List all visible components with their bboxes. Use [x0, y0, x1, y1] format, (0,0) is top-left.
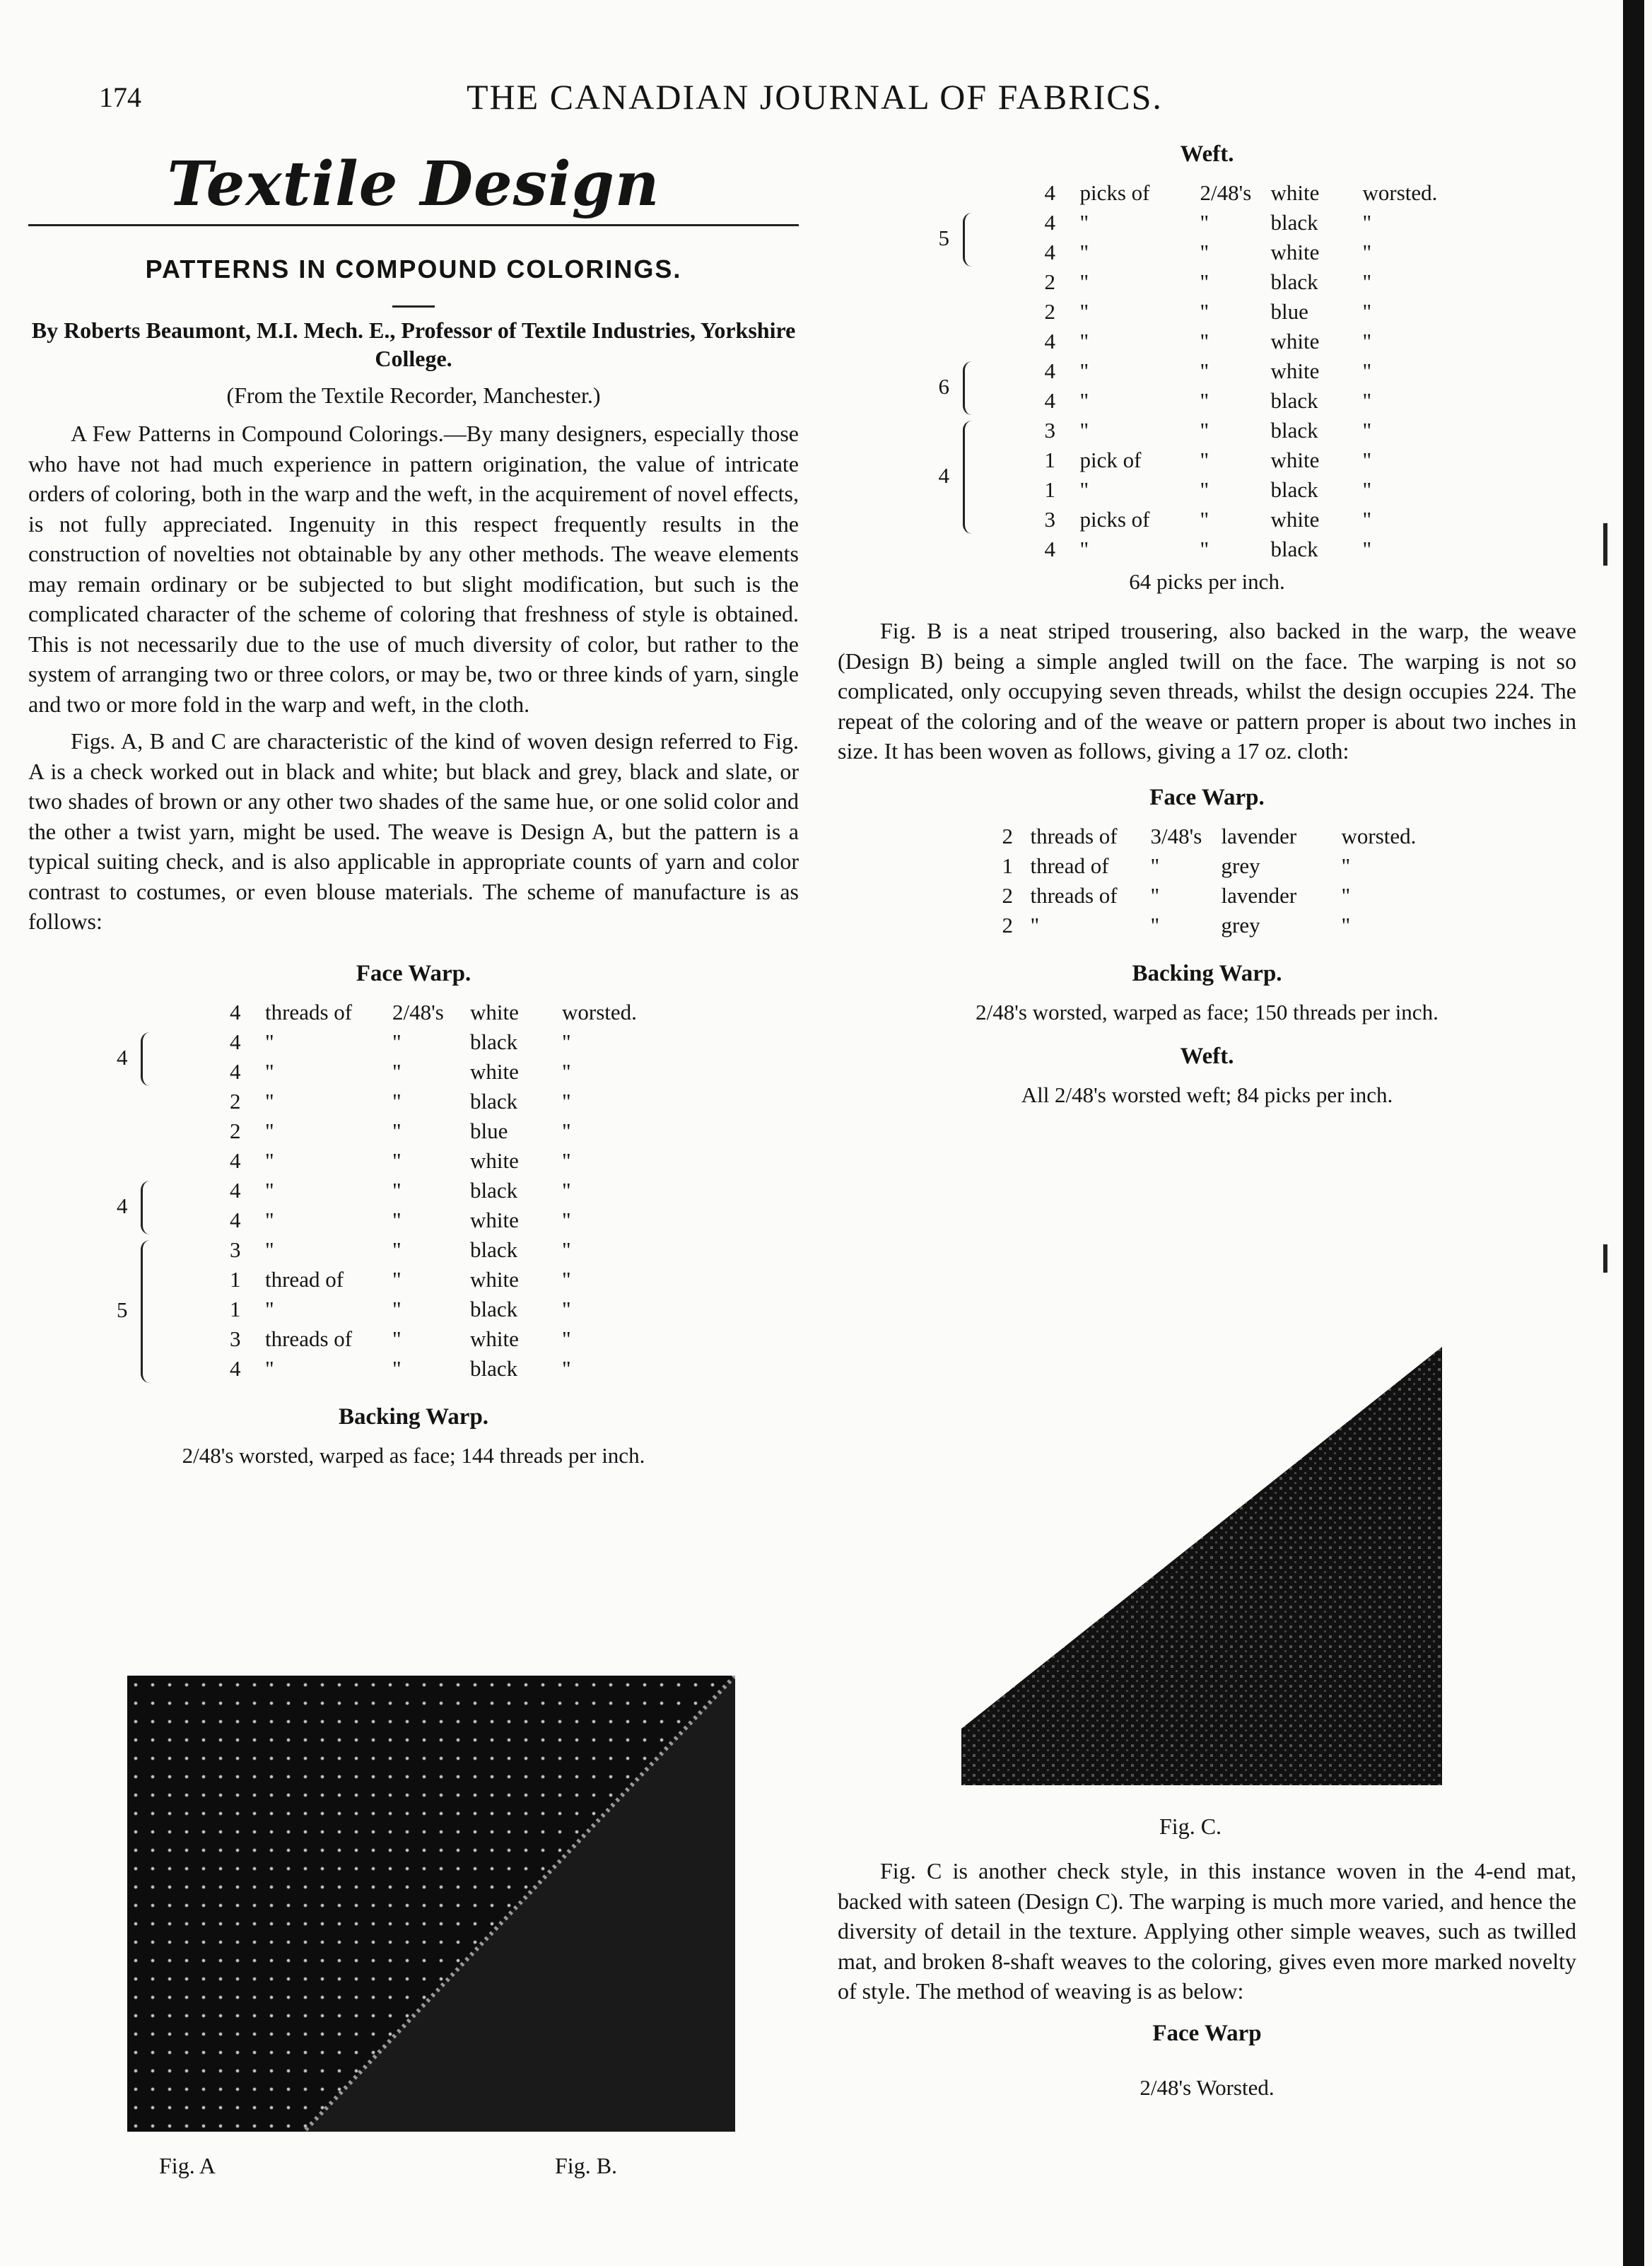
- spec-cell: black: [470, 1355, 518, 1381]
- spec-cell: ": [562, 1207, 571, 1232]
- spec-cell: 4: [1044, 388, 1055, 413]
- spec-cell: black: [1270, 388, 1318, 413]
- figures-paragraph: Figs. A, B and C are characteristic of the kind of woven design referred to Fig. A is a check worked out in black and white; but black and grey, black and slate, or two shades of brown or any other two shades of the same hue, or one solid color and the other a twist yarn, might be used. The weave is Design A, but the pattern is a typical suiting check, and is also applicable in appropriate counts of yarn and color contrast to costumes, or even blouse materials. The scheme of manufacture is as follows:: [28, 728, 799, 934]
- spec-cell: ": [1341, 912, 1351, 938]
- spec-row: [166, 1000, 661, 1029]
- intro-paragraph: A Few Patterns in Compound Colorings.—By many designers, especially those who have not had much experience in pattern origination, the value of intricate orders of coloring, both in the warp and the weft, in the acquirement of novel effects, is not fully appreciated. Ingenuity in this respect frequently results in the construction of novelties not obtainable by any other methods. The weave elements may remain ordinary or be subjected to but slight modification, but such is the complicated character of the scheme of coloring that freshness of style is obtained. This is not necessarily due to the use of much diversity of color, but rather to the system of arranging two or three colors, or may be, two or three kinds of yarn, single and two or more fold in the warp and weft, in the cloth.: [28, 421, 799, 717]
- spec-row: [166, 1326, 661, 1356]
- right-column-lower: [838, 1856, 1576, 2115]
- spec-cell: ": [392, 1266, 402, 1292]
- spec-cell: ": [1362, 418, 1372, 443]
- spec-cell: ": [1362, 537, 1372, 561]
- backing-warp-b-text: 2/48's worsted, warped as face; 150 threads per inch.: [976, 999, 1439, 1024]
- spec-cell: ": [562, 1177, 571, 1203]
- spec-cell: ": [1200, 358, 1209, 383]
- spec-cell: white: [470, 1147, 519, 1173]
- spec-cell: 4: [230, 1147, 241, 1173]
- figure-a-fabric-image: [127, 1676, 735, 2132]
- spec-cell: 4: [1044, 240, 1055, 264]
- spec-cell: 4: [230, 1177, 241, 1203]
- weft-total: 64 picks per inch.: [1129, 569, 1285, 594]
- spec-cell: ": [1341, 853, 1351, 878]
- spec-row: [988, 507, 1427, 537]
- spec-cell: blue: [1270, 299, 1308, 324]
- spec-cell: ": [1200, 418, 1209, 443]
- spec-cell: ": [265, 1029, 274, 1054]
- spec-cell: lavender: [1221, 823, 1297, 848]
- spec-cell: 1: [230, 1296, 241, 1321]
- backing-warp-b-heading: Backing Warp.: [1132, 960, 1282, 986]
- spec-cell: ": [562, 1237, 571, 1262]
- fig-a-caption: Fig. A: [159, 2153, 216, 2178]
- section-title: Textile Design: [167, 148, 660, 220]
- spec-cell: black: [1270, 269, 1318, 294]
- spec-cell: ": [265, 1237, 274, 1262]
- brace-count: 4: [938, 463, 949, 488]
- spec-cell: ": [392, 1147, 402, 1173]
- spec-row: [166, 1208, 661, 1237]
- spec-cell: black: [1270, 210, 1318, 235]
- spec-cell: ": [265, 1296, 274, 1321]
- spec-row: [988, 824, 1427, 853]
- fig-b-caption: Fig. B.: [555, 2153, 618, 2178]
- spec-cell: ": [562, 1266, 571, 1292]
- spec-cell: ": [1079, 299, 1089, 324]
- spec-cell: white: [470, 1207, 519, 1232]
- weft-heading: Weft.: [1180, 141, 1234, 167]
- spec-cell: white: [1270, 329, 1320, 354]
- spec-cell: black: [1270, 477, 1318, 502]
- spec-cell: ": [1030, 912, 1040, 938]
- spec-cell: 3: [230, 1237, 241, 1262]
- spec-row: [166, 1029, 661, 1059]
- spec-row: [166, 1178, 661, 1208]
- spec-cell: ": [392, 1326, 402, 1351]
- spec-row: [988, 269, 1427, 299]
- spec-cell: ": [1362, 507, 1372, 532]
- spec-cell: white: [1270, 448, 1320, 472]
- weft-b-heading: Weft.: [1180, 1043, 1234, 1069]
- spec-cell: black: [470, 1237, 518, 1262]
- spec-cell: 1: [230, 1266, 241, 1292]
- spec-cell: 1: [1044, 448, 1055, 472]
- spec-cell: ": [392, 1058, 402, 1084]
- spec-cell: ": [392, 1177, 402, 1203]
- spec-cell: white: [1270, 240, 1320, 264]
- spec-row: [988, 329, 1427, 358]
- fig-c-paragraph: Fig. C is another check style, in this instance woven in the 4-end mat, backed with sateen (Design C). The warping is much more varied, and hence the diversity of detail in the texture. Applying other simple weaves, such as twilled mat, and broken 8-shaft weaves to the coloring, gives even more marked novelty of style. The method of weaving is as below:: [838, 1858, 1576, 2004]
- spec-row: [988, 180, 1438, 210]
- spec-cell: 4: [230, 1207, 241, 1232]
- spec-cell: threads of: [265, 1326, 353, 1351]
- source-note: (From the Textile Recorder, Manchester.): [226, 382, 601, 408]
- spec-cell: 4: [230, 1355, 241, 1381]
- title-dash: [392, 305, 435, 308]
- spec-cell: 4: [230, 1029, 241, 1054]
- spec-cell: grey: [1221, 853, 1260, 878]
- spec-row: [166, 1267, 661, 1297]
- brace-count: 6: [938, 374, 949, 399]
- spec-cell: ": [562, 1118, 571, 1143]
- spec-cell: white: [470, 1266, 519, 1292]
- spec-cell: ": [562, 1147, 571, 1173]
- spec-row: [166, 1237, 661, 1267]
- spec-row: [988, 388, 1427, 418]
- spec-row: [988, 853, 1427, 883]
- spec-cell: ": [392, 1088, 402, 1114]
- spec-cell: ": [1362, 299, 1372, 324]
- spec-cell: ": [1079, 240, 1089, 264]
- page-number: 174: [99, 81, 141, 113]
- spec-cell: ": [265, 1177, 274, 1203]
- margin-mark: [1603, 523, 1607, 566]
- spec-cell: worsted.: [1341, 823, 1417, 848]
- spec-cell: 2/48's: [392, 999, 444, 1024]
- fig-c-caption: Fig. C.: [1159, 1814, 1222, 1839]
- spec-cell: 1: [1044, 477, 1055, 502]
- running-header: [99, 76, 1202, 126]
- spec-cell: ": [1079, 269, 1089, 294]
- spec-cell: ": [562, 1296, 571, 1321]
- spec-cell: 4: [1044, 358, 1055, 383]
- spec-cell: ": [1362, 388, 1372, 413]
- spec-cell: ": [1150, 853, 1160, 878]
- spec-cell: ": [392, 1029, 402, 1054]
- spec-cell: black: [470, 1296, 518, 1321]
- spec-cell: 2: [230, 1088, 241, 1114]
- spec-cell: 2: [1002, 912, 1013, 938]
- spec-row: [988, 299, 1427, 329]
- fig-b-paragraph: Fig. B is a neat striped trousering, also backed in the warp, the weave (Design B) being a simple angled twill on the face. The warping is not so complicated, only occupying seven threads, whilst the design occupies 224. The repeat of the coloring and of the weave or pattern proper is about two inches in size. It has been woven as follows, giving a 17 oz. cloth:: [838, 618, 1576, 764]
- spec-cell: white: [470, 999, 519, 1024]
- spec-cell: 1: [1002, 853, 1013, 878]
- spec-row: [988, 883, 1427, 913]
- spec-row: [166, 1356, 661, 1386]
- spec-cell: 4: [1044, 180, 1055, 205]
- spec-cell: black: [1270, 418, 1318, 443]
- spec-cell: ": [1079, 210, 1089, 235]
- spec-cell: 3: [1044, 418, 1055, 443]
- spec-cell: threads of: [1030, 882, 1118, 908]
- journal-title: THE CANADIAN JOURNAL OF FABRICS.: [467, 77, 1163, 117]
- face-warp-b-table: [988, 824, 1427, 942]
- spec-cell: 2/48's: [1200, 180, 1252, 205]
- spec-cell: ": [1079, 358, 1089, 383]
- spec-cell: lavender: [1221, 882, 1297, 908]
- margin-mark: [1603, 1244, 1607, 1273]
- spec-cell: ": [392, 1237, 402, 1262]
- spec-cell: ": [265, 1355, 274, 1381]
- spec-cell: pick of: [1079, 448, 1142, 472]
- spec-cell: white: [1270, 180, 1320, 205]
- spec-cell: thread of: [265, 1266, 344, 1292]
- spec-cell: ": [392, 1207, 402, 1232]
- spec-cell: worsted.: [562, 999, 637, 1024]
- spec-cell: ": [1200, 240, 1209, 264]
- spec-cell: ": [1200, 329, 1209, 354]
- spec-cell: ": [392, 1296, 402, 1321]
- figure-c-fabric-image: [961, 1347, 1442, 1785]
- spec-cell: ": [1341, 882, 1351, 908]
- spec-cell: ": [1200, 507, 1209, 532]
- spec-cell: 3/48's: [1150, 823, 1202, 848]
- spec-cell: threads of: [265, 999, 353, 1024]
- spec-row: [988, 358, 1427, 388]
- page-edge-shadow: [1623, 0, 1644, 2266]
- spec-cell: black: [470, 1029, 518, 1054]
- spec-cell: picks of: [1079, 180, 1150, 205]
- face-warp-heading: Face Warp.: [356, 960, 471, 986]
- spec-cell: black: [470, 1088, 518, 1114]
- brace-count: 4: [117, 1193, 128, 1218]
- spec-cell: 4: [1044, 210, 1055, 235]
- left-column: [28, 134, 799, 1483]
- spec-cell: 2: [1044, 269, 1055, 294]
- brace-count: 4: [117, 1044, 128, 1070]
- spec-cell: 4: [1044, 537, 1055, 561]
- spec-cell: 2: [230, 1118, 241, 1143]
- spec-row: [166, 1119, 661, 1148]
- spec-row: [988, 913, 1427, 942]
- spec-cell: ": [1079, 418, 1089, 443]
- spec-cell: ": [562, 1058, 571, 1084]
- spec-cell: worsted.: [1362, 180, 1438, 205]
- face-warp-table: [117, 999, 661, 1386]
- spec-row: [988, 240, 1427, 269]
- spec-cell: 4: [230, 1058, 241, 1084]
- spec-cell: 4: [1044, 329, 1055, 354]
- spec-cell: 2: [1002, 882, 1013, 908]
- spec-cell: ": [1200, 477, 1209, 502]
- spec-cell: 2: [1044, 299, 1055, 324]
- spec-cell: white: [470, 1058, 519, 1084]
- spec-cell: white: [1270, 507, 1320, 532]
- spec-row: [166, 1148, 661, 1178]
- spec-cell: ": [392, 1118, 402, 1143]
- spec-cell: ": [1362, 329, 1372, 354]
- weft-table: [938, 180, 1438, 566]
- figure-b-overlay: [127, 1676, 735, 2132]
- right-column: [838, 134, 1576, 1122]
- spec-row: [988, 477, 1427, 507]
- spec-cell: 2: [1002, 823, 1013, 848]
- spec-cell: ": [1079, 388, 1089, 413]
- spec-cell: thread of: [1030, 853, 1109, 878]
- spec-cell: ": [1079, 329, 1089, 354]
- spec-cell: 3: [1044, 507, 1055, 532]
- spec-row: [166, 1297, 661, 1326]
- spec-cell: threads of: [1030, 823, 1118, 848]
- spec-cell: ": [562, 1088, 571, 1114]
- spec-cell: ": [1200, 269, 1209, 294]
- spec-row: [166, 1089, 661, 1119]
- face-warp-c-text: 2/48's Worsted.: [1140, 2074, 1275, 2100]
- brace-count: 5: [117, 1297, 128, 1322]
- spec-row: [988, 210, 1427, 240]
- spec-cell: blue: [470, 1118, 508, 1143]
- weft-b-text: All 2/48's worsted weft; 84 picks per inch.: [1021, 1082, 1393, 1107]
- face-warp-b-heading: Face Warp.: [1149, 784, 1265, 810]
- spec-cell: ": [265, 1207, 274, 1232]
- byline: By Roberts Beaumont, M.I. Mech. E., Professor of Textile Industries, Yorkshire College.: [31, 317, 796, 371]
- spec-row: [988, 448, 1427, 477]
- spec-cell: ": [265, 1088, 274, 1114]
- spec-cell: ": [1362, 210, 1372, 235]
- spec-cell: ": [1200, 388, 1209, 413]
- spec-row: [988, 537, 1427, 566]
- spec-cell: ": [1362, 240, 1372, 264]
- spec-cell: white: [1270, 358, 1320, 383]
- face-warp-c-heading: Face Warp: [1152, 2020, 1262, 2046]
- spec-cell: ": [1362, 358, 1372, 383]
- spec-cell: ": [1150, 882, 1160, 908]
- brace-count: 5: [938, 226, 949, 250]
- spec-cell: ": [1200, 210, 1209, 235]
- spec-cell: ": [1200, 448, 1209, 472]
- spec-cell: ": [392, 1355, 402, 1381]
- spec-cell: ": [1079, 477, 1089, 502]
- spec-cell: ": [1150, 912, 1160, 938]
- spec-cell: ": [1362, 477, 1372, 502]
- spec-row: [166, 1059, 661, 1089]
- spec-cell: black: [1270, 537, 1318, 561]
- article-title: PATTERNS IN COMPOUND COLORINGS.: [145, 255, 682, 284]
- spec-cell: ": [1200, 537, 1209, 561]
- backing-warp-heading: Backing Warp.: [338, 1403, 489, 1430]
- title-rule: [28, 224, 799, 226]
- spec-cell: ": [265, 1118, 274, 1143]
- spec-cell: ": [265, 1058, 274, 1084]
- spec-cell: white: [470, 1326, 519, 1351]
- spec-cell: ": [1200, 299, 1209, 324]
- spec-cell: ": [1362, 448, 1372, 472]
- spec-cell: ": [562, 1355, 571, 1381]
- spec-cell: ": [562, 1326, 571, 1351]
- spec-cell: black: [470, 1177, 518, 1203]
- spec-cell: 4: [230, 999, 241, 1024]
- spec-cell: ": [265, 1147, 274, 1173]
- spec-cell: ": [562, 1029, 571, 1054]
- spec-cell: ": [1079, 537, 1089, 561]
- spec-cell: 3: [230, 1326, 241, 1351]
- spec-cell: ": [1362, 269, 1372, 294]
- spec-cell: grey: [1221, 912, 1260, 938]
- spec-cell: picks of: [1079, 507, 1150, 532]
- spec-row: [988, 418, 1427, 448]
- backing-warp-text: 2/48's worsted, warped as face; 144 threads per inch.: [182, 1442, 645, 1468]
